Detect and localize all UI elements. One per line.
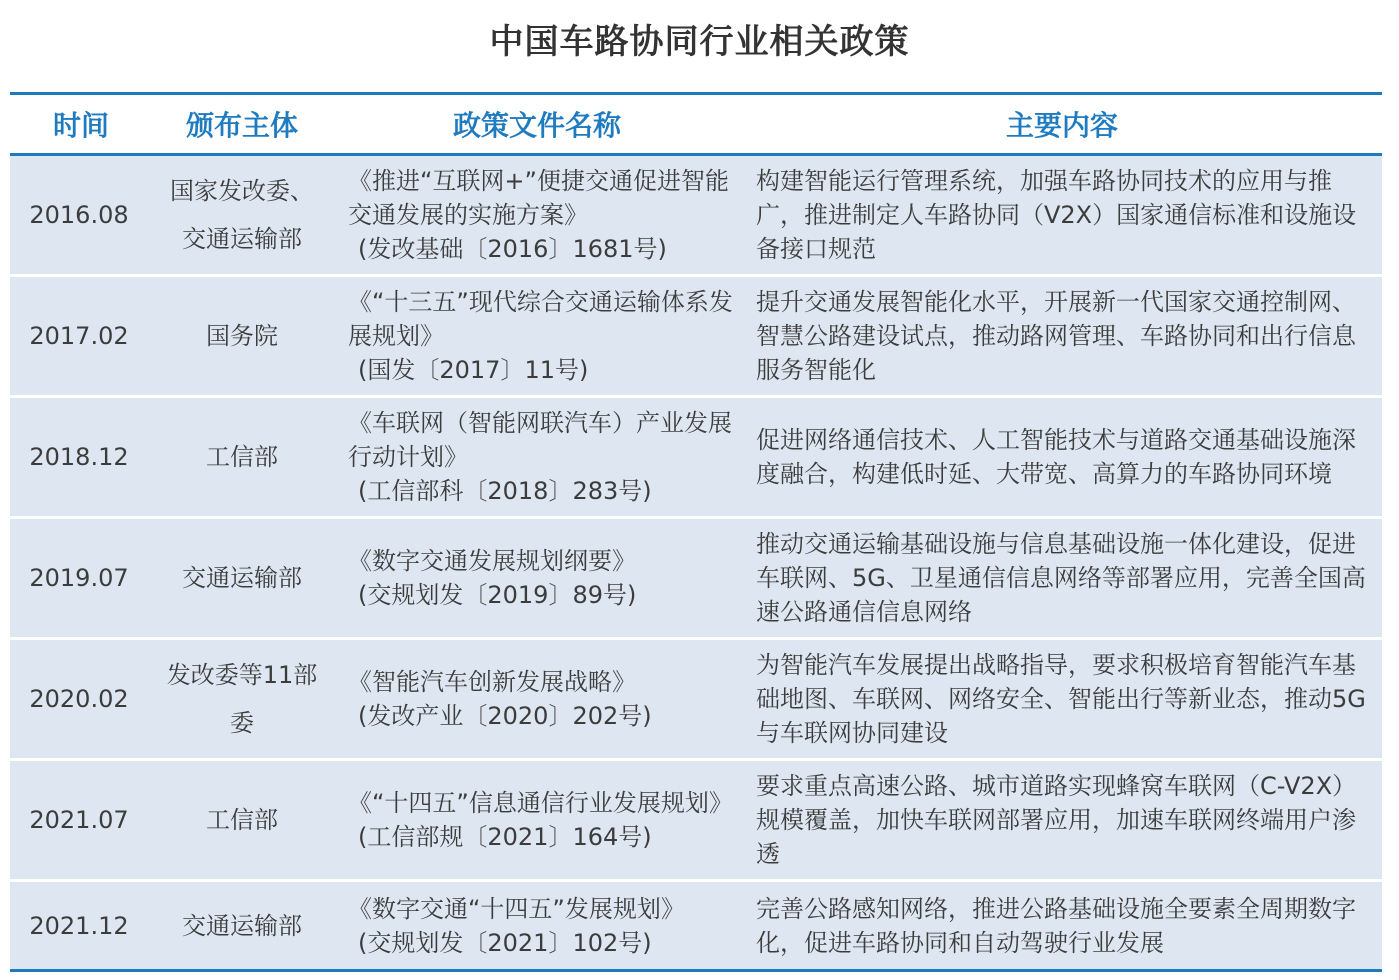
doc-code: (发改产业〔2020〕202号) xyxy=(358,702,652,730)
table-row xyxy=(10,882,1382,972)
table-row xyxy=(10,277,1382,398)
row-content: 要求重点高速公路、城市道路实现蜂窝车联网（C-V2X）规模覆盖，加快车联网部署应用，加速车联网终端用户渗透 xyxy=(756,772,1357,868)
row-org: 交通运输部 xyxy=(182,564,302,592)
doc-code: (交规划发〔2019〕89号) xyxy=(358,581,637,609)
doc-code: (工信部规〔2021〕164号) xyxy=(358,823,652,851)
table-header xyxy=(10,95,1382,156)
row-doc xyxy=(332,285,742,387)
row-time: 2018.12 xyxy=(29,443,129,471)
row-time: 2016.08 xyxy=(29,201,129,229)
doc-name: 《智能汽车创新发展战略》 xyxy=(348,668,636,696)
row-time: 2017.02 xyxy=(29,322,129,350)
row-content: 促进网络通信技术、人工智能技术与道路交通基础设施深度融合，构建低时延、大带宽、高算力的车路协同环境 xyxy=(756,426,1356,488)
table-row xyxy=(10,761,1382,882)
row-content: 完善公路感知网络，推进公路基础设施全要素全周期数字化，促进车路协同和自动驾驶行业发展 xyxy=(756,894,1356,957)
header-doc: 政策文件名称 xyxy=(452,109,621,142)
row-content: 推动交通运输基础设施与信息基础设施一体化建设，促进车联网、5G、卫星通信信息网络等部署应用，完善全国高速公路通信信息网络 xyxy=(756,530,1366,626)
row-org: 工信部 xyxy=(206,443,278,471)
policy-table xyxy=(10,92,1382,972)
row-org: 工信部 xyxy=(206,806,278,834)
row-content: 构建智能运行管理系统，加强车路协同技术的应用与推广，推进制定人车路协同（V2X）国家通信标准和设施设备接口规范 xyxy=(756,167,1357,263)
header-time: 时间 xyxy=(52,109,109,142)
doc-name: 《车联网（智能网联汽车）产业发展行动计划》 xyxy=(348,409,732,471)
table-row xyxy=(10,519,1382,640)
row-doc xyxy=(332,892,742,960)
table-row xyxy=(10,398,1382,519)
row-time: 2021.07 xyxy=(29,806,129,834)
table-row xyxy=(10,640,1382,761)
row-time: 2021.12 xyxy=(29,911,129,940)
row-content: 为智能汽车发展提出战略指导，要求积极培育智能汽车基础地图、车联网、网络安全、智能出行等新业态，推动5G与车联网协同建设 xyxy=(756,651,1366,747)
doc-name: 《“十四五”信息通信行业发展规划》 xyxy=(348,789,733,817)
doc-name: 《数字交通发展规划纲要》 xyxy=(348,547,636,575)
doc-code: (发改基础〔2016〕1681号) xyxy=(358,235,667,263)
row-doc xyxy=(332,786,742,854)
row-org: 发改委等11部委 xyxy=(166,661,318,737)
row-org: 国务院 xyxy=(206,322,278,350)
table-body xyxy=(10,156,1382,972)
row-org: 国家发改委、交通运输部 xyxy=(170,177,314,253)
doc-name: 《“十三五”现代综合交通运输体系发展规划》 xyxy=(348,288,733,350)
row-doc xyxy=(332,406,742,508)
row-time: 2020.02 xyxy=(29,685,129,713)
table-row xyxy=(10,156,1382,277)
row-doc xyxy=(332,544,742,612)
doc-name: 《数字交通“十四五”发展规划》 xyxy=(348,894,685,923)
doc-name: 《推进“互联网+”便捷交通促进智能交通发展的实施方案》 xyxy=(348,167,729,229)
row-doc xyxy=(332,164,742,266)
row-time: 2019.07 xyxy=(29,564,129,592)
row-doc xyxy=(332,665,742,733)
doc-code: (国发〔2017〕11号) xyxy=(358,356,589,384)
doc-code: (交规划发〔2021〕102号) xyxy=(358,928,652,957)
page-title: 中国车路协同行业相关政策 xyxy=(489,22,910,62)
doc-code: (工信部科〔2018〕283号) xyxy=(358,477,652,505)
header-org: 颁布主体 xyxy=(185,109,298,142)
header-main: 主要内容 xyxy=(1005,109,1118,142)
row-content: 提升交通发展智能化水平，开展新一代国家交通控制网、智慧公路建设试点，推动路网管理、车路协同和出行信息服务智能化 xyxy=(756,288,1356,384)
row-org: 交通运输部 xyxy=(182,911,302,940)
